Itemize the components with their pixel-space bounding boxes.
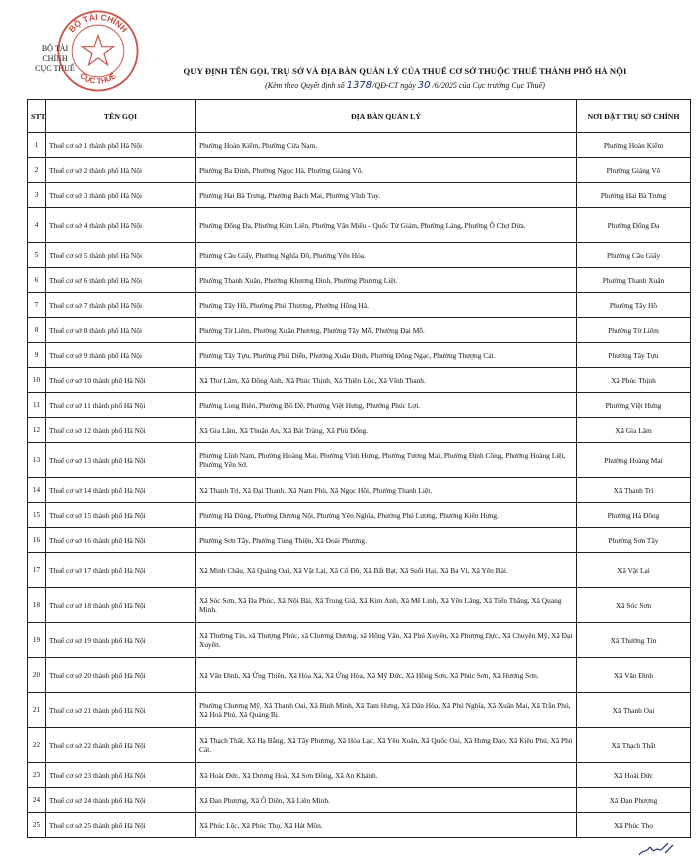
row-name: Thuế cơ sở 16 thành phố Hà Nội (46, 528, 196, 553)
table-row (28, 478, 691, 503)
row-hq: Phường Hoàn Kiếm (577, 133, 691, 158)
row-stt: 7 (28, 293, 46, 318)
subtitle-prefix: (Kèm theo Quyết định số (265, 81, 347, 90)
row-stt: 20 (28, 658, 46, 693)
table-row (28, 728, 691, 763)
row-hq: Phường Tây Tựu (577, 343, 691, 368)
row-area: Xã Vân Đình, Xã Ứng Thiên, Xã Hòa Xá, Xã Ứng Hòa, Xã Mỹ Đức, Xã Hồng Sơn, Xã Phúc Sơn, Xã Hương Sơn. (196, 658, 577, 693)
row-stt: 2 (28, 158, 46, 183)
table-row (28, 763, 691, 788)
row-area: Phường Hà Đông, Phường Dương Nội, Phường Yên Nghĩa, Phường Phú Lương, Phường Kiến Hưng. (196, 503, 577, 528)
row-name: Thuế cơ sở 21 thành phố Hà Nội (46, 693, 196, 728)
table-row (28, 623, 691, 658)
row-area: Phường Lĩnh Nam, Phường Hoàng Mai, Phường Vĩnh Hưng, Phường Tương Mai, Phường Định Công, Phường Hoàng Liệt, Phường Yên Sở. (196, 443, 577, 478)
row-area: Xã Hoài Đức, Xã Dương Hoà, Xã Sơn Đồng, Xã An Khánh. (196, 763, 577, 788)
row-name: Thuế cơ sở 8 thành phố Hà Nội (46, 318, 196, 343)
row-stt: 17 (28, 553, 46, 588)
table-row (28, 158, 691, 183)
row-hq: Xã Gia Lâm (577, 418, 691, 443)
row-stt: 25 (28, 813, 46, 838)
row-name: Thuế cơ sở 23 thành phố Hà Nội (46, 763, 196, 788)
table-body (28, 133, 691, 838)
table-row (28, 418, 691, 443)
row-area: Phường Cầu Giấy, Phường Nghĩa Đô, Phường Yên Hòa. (196, 243, 577, 268)
row-stt: 19 (28, 623, 46, 658)
row-area: Xã Đan Phượng, Xã Ô Diên, Xã Liên Minh. (196, 788, 577, 813)
row-area: Xã Thường Tín, xã Thượng Phúc, xã Chương Dương, xã Hồng Vân, Xã Phú Xuyên, Xã Phượng Dực, Xã Chuyên Mỹ, Xã Đại Xuyên. (196, 623, 577, 658)
row-stt: 13 (28, 443, 46, 478)
table-row (28, 813, 691, 838)
row-area: Xã Thạch Thất, Xã Hạ Bằng, Xã Tây Phương, Xã Hòa Lạc, Xã Yên Xuân, Xã Quốc Oai, Xã Hưng Đạo, Xã Kiều Phú, Xã Phú Cát. (196, 728, 577, 763)
table-row (28, 788, 691, 813)
table-row (28, 243, 691, 268)
table-row (28, 693, 691, 728)
row-area: Xã Phúc Lộc, Xã Phúc Thọ, Xã Hát Môn. (196, 813, 577, 838)
row-area: Phường Hai Bà Trưng, Phường Bạch Mai, Phường Vĩnh Tuy. (196, 183, 577, 208)
row-name: Thuế cơ sở 7 thành phố Hà Nội (46, 293, 196, 318)
row-stt: 11 (28, 393, 46, 418)
row-stt: 4 (28, 208, 46, 243)
row-stt: 21 (28, 693, 46, 728)
row-area: Phường Hoàn Kiếm, Phường Cửa Nam. (196, 133, 577, 158)
row-stt: 6 (28, 268, 46, 293)
row-name: Thuế cơ sở 18 thành phố Hà Nội (46, 588, 196, 623)
row-hq: Xã Thanh Oai (577, 693, 691, 728)
row-hq: Xã Sóc Sơn (577, 588, 691, 623)
row-hq: Phường Sơn Tây (577, 528, 691, 553)
row-name: Thuế cơ sở 12 thành phố Hà Nội (46, 418, 196, 443)
row-hq: Xã Thanh Trì (577, 478, 691, 503)
row-hq: Phường Tây Hồ (577, 293, 691, 318)
row-stt: 22 (28, 728, 46, 763)
table-header-row (28, 100, 691, 133)
row-hq: Phường Việt Hưng (577, 393, 691, 418)
svg-text:BỘ TÀI CHÍNH: BỘ TÀI CHÍNH (66, 12, 130, 35)
table-row (28, 343, 691, 368)
row-name: Thuế cơ sở 13 thành phố Hà Nội (46, 443, 196, 478)
row-hq: Phường Giảng Võ (577, 158, 691, 183)
row-name: Thuế cơ sở 20 thành phố Hà Nội (46, 658, 196, 693)
col-stt-header: STT (28, 100, 46, 133)
row-hq: Xã Thạch Thất (577, 728, 691, 763)
row-stt: 12 (28, 418, 46, 443)
row-name: Thuế cơ sở 24 thành phố Hà Nội (46, 788, 196, 813)
row-area: Xã Sóc Sơn, Xã Đa Phúc, Xã Nội Bài, Xã Trung Giã, Xã Kim Anh, Xã Mê Linh, Xã Yên Lãng, Xã Tiến Thắng, Xã Quang Minh. (196, 588, 577, 623)
row-name: Thuế cơ sở 6 thành phố Hà Nội (46, 268, 196, 293)
row-hq: Phường Hai Bà Trưng (577, 183, 691, 208)
row-hq: Phường Đống Đa (577, 208, 691, 243)
document-title: QUY ĐỊNH TÊN GỌI, TRỤ SỞ VÀ ĐỊA BÀN QUẢN LÝ CỦA THUẾ CƠ SỞ THUỘC THUẾ THÀNH PHỐ HÀ NỘI (183, 66, 627, 76)
row-area: Phường Tây Tựu, Phường Phú Diễn, Phường Xuân Đỉnh, Phường Đông Ngạc, Phường Thượng Cát. (196, 343, 577, 368)
row-area: Phường Tây Hồ, Phường Phú Thượng, Phường Hồng Hà. (196, 293, 577, 318)
row-hq: Phường Hoàng Mai (577, 443, 691, 478)
subtitle-suffix: /6/2025 của Cục trưởng Cục Thuế) (430, 81, 545, 90)
org-ministry: BỘ TÀI CHÍNH (41, 44, 69, 63)
subtitle-mid: /QĐ-CT ngày (372, 81, 418, 90)
row-area: Phường Sơn Tây, Phường Tùng Thiện, Xã Đoài Phương. (196, 528, 577, 553)
row-hq: Xã Phúc Thịnh (577, 368, 691, 393)
row-name: Thuế cơ sở 1 thành phố Hà Nội (46, 133, 196, 158)
row-stt: 23 (28, 763, 46, 788)
table-row (28, 443, 691, 478)
row-area: Xã Thanh Trì, Xã Đại Thanh, Xã Nam Phù, Xã Ngọc Hồi, Phường Thanh Liệt. (196, 478, 577, 503)
row-stt: 10 (28, 368, 46, 393)
table-row (28, 503, 691, 528)
col-name-header: TÊN GỌI (46, 100, 196, 133)
row-stt: 18 (28, 588, 46, 623)
col-area-header: ĐỊA BÀN QUẢN LÝ (196, 100, 577, 133)
row-area: Phường Đống Đa, Phường Kim Liên, Phường Văn Miếu - Quốc Tử Giám, Phường Láng, Phường Ô Chợ Dừa. (196, 208, 577, 243)
row-hq: Xã Hoài Đức (577, 763, 691, 788)
org-department: CỤC THUẾ (35, 64, 75, 73)
row-name: Thuế cơ sở 17 thành phố Hà Nội (46, 553, 196, 588)
table-row (28, 553, 691, 588)
table-row (28, 268, 691, 293)
row-area: Phường Ba Đình, Phường Ngọc Hà, Phường Giảng Võ. (196, 158, 577, 183)
row-area: Phường Chương Mỹ, Xã Thanh Oai, Xã Bình Minh, Xã Tam Hưng, Xã Dân Hòa, Xã Phú Nghĩa, Xã Xuân Mai, Xã Trần Phú, Xã Hoà Phú, Xã Quảng Bị. (196, 693, 577, 728)
table-row (28, 133, 691, 158)
row-area: Xã Minh Châu, Xã Quảng Oai, Xã Vật Lại, Xã Cổ Đô, Xã Bất Bạt, Xã Suối Hai, Xã Ba Vì, Xã Yên Bài. (196, 553, 577, 588)
row-hq: Phường Thanh Xuân (577, 268, 691, 293)
row-stt: 16 (28, 528, 46, 553)
row-name: Thuế cơ sở 22 thành phố Hà Nội (46, 728, 196, 763)
row-hq: Phường Cầu Giấy (577, 243, 691, 268)
row-stt: 9 (28, 343, 46, 368)
row-area: Xã Thư Lâm, Xã Đông Anh, Xã Phúc Thịnh, Xã Thiên Lộc, Xã Vĩnh Thanh. (196, 368, 577, 393)
row-stt: 3 (28, 183, 46, 208)
row-stt: 24 (28, 788, 46, 813)
table-row (28, 658, 691, 693)
row-name: Thuế cơ sở 2 thành phố Hà Nội (46, 158, 196, 183)
row-stt: 5 (28, 243, 46, 268)
row-area: Phường Long Biên, Phường Bồ Đề, Phường Việt Hưng, Phường Phúc Lợi. (196, 393, 577, 418)
tax-office-table (27, 99, 691, 838)
row-name: Thuế cơ sở 19 thành phố Hà Nội (46, 623, 196, 658)
decision-day: 30 (417, 80, 431, 91)
row-name: Thuế cơ sở 3 thành phố Hà Nội (46, 183, 196, 208)
row-hq: Xã Thường Tín (577, 623, 691, 658)
row-hq: Xã Phúc Thọ (577, 813, 691, 838)
table-row (28, 588, 691, 623)
table-row (28, 318, 691, 343)
row-stt: 15 (28, 503, 46, 528)
table-row (28, 293, 691, 318)
row-hq: Xã Vân Đình (577, 658, 691, 693)
table-row (28, 183, 691, 208)
row-name: Thuế cơ sở 9 thành phố Hà Nội (46, 343, 196, 368)
table-row (28, 393, 691, 418)
row-name: Thuế cơ sở 10 thành phố Hà Nội (46, 368, 196, 393)
row-hq: Phường Từ Liêm (577, 318, 691, 343)
row-area: Phường Thanh Xuân, Phường Khương Đình, Phường Phương Liệt. (196, 268, 577, 293)
row-name: Thuế cơ sở 25 thành phố Hà Nội (46, 813, 196, 838)
table-row (28, 208, 691, 243)
row-stt: 1 (28, 133, 46, 158)
row-hq: Phường Hà Đông (577, 503, 691, 528)
row-area: Phường Từ Liêm, Phường Xuân Phương, Phường Tây Mỗ, Phường Đại Mỗ. (196, 318, 577, 343)
row-name: Thuế cơ sở 11 thành phố Hà Nội (46, 393, 196, 418)
row-hq: Xã Vật Lại (577, 553, 691, 588)
row-stt: 14 (28, 478, 46, 503)
signature-mark-icon (637, 839, 677, 859)
svg-text:CỤC THUẾ: CỤC THUẾ (78, 71, 118, 86)
row-name: Thuế cơ sở 5 thành phố Hà Nội (46, 243, 196, 268)
table-row (28, 528, 691, 553)
row-name: Thuế cơ sở 15 thành phố Hà Nội (46, 503, 196, 528)
row-area: Xã Gia Lâm, Xã Thuận An, Xã Bát Tràng, Xã Phù Đổng. (196, 418, 577, 443)
row-name: Thuế cơ sở 4 thành phố Hà Nội (46, 208, 196, 243)
document-subtitle (120, 80, 690, 91)
col-hq-header: NƠI ĐẶT TRỤ SỞ CHÍNH (577, 100, 691, 133)
row-hq: Xã Đan Phượng (577, 788, 691, 813)
row-name: Thuế cơ sở 14 thành phố Hà Nội (46, 478, 196, 503)
row-stt: 8 (28, 318, 46, 343)
decision-number: 1378 (346, 80, 373, 91)
table-row (28, 368, 691, 393)
